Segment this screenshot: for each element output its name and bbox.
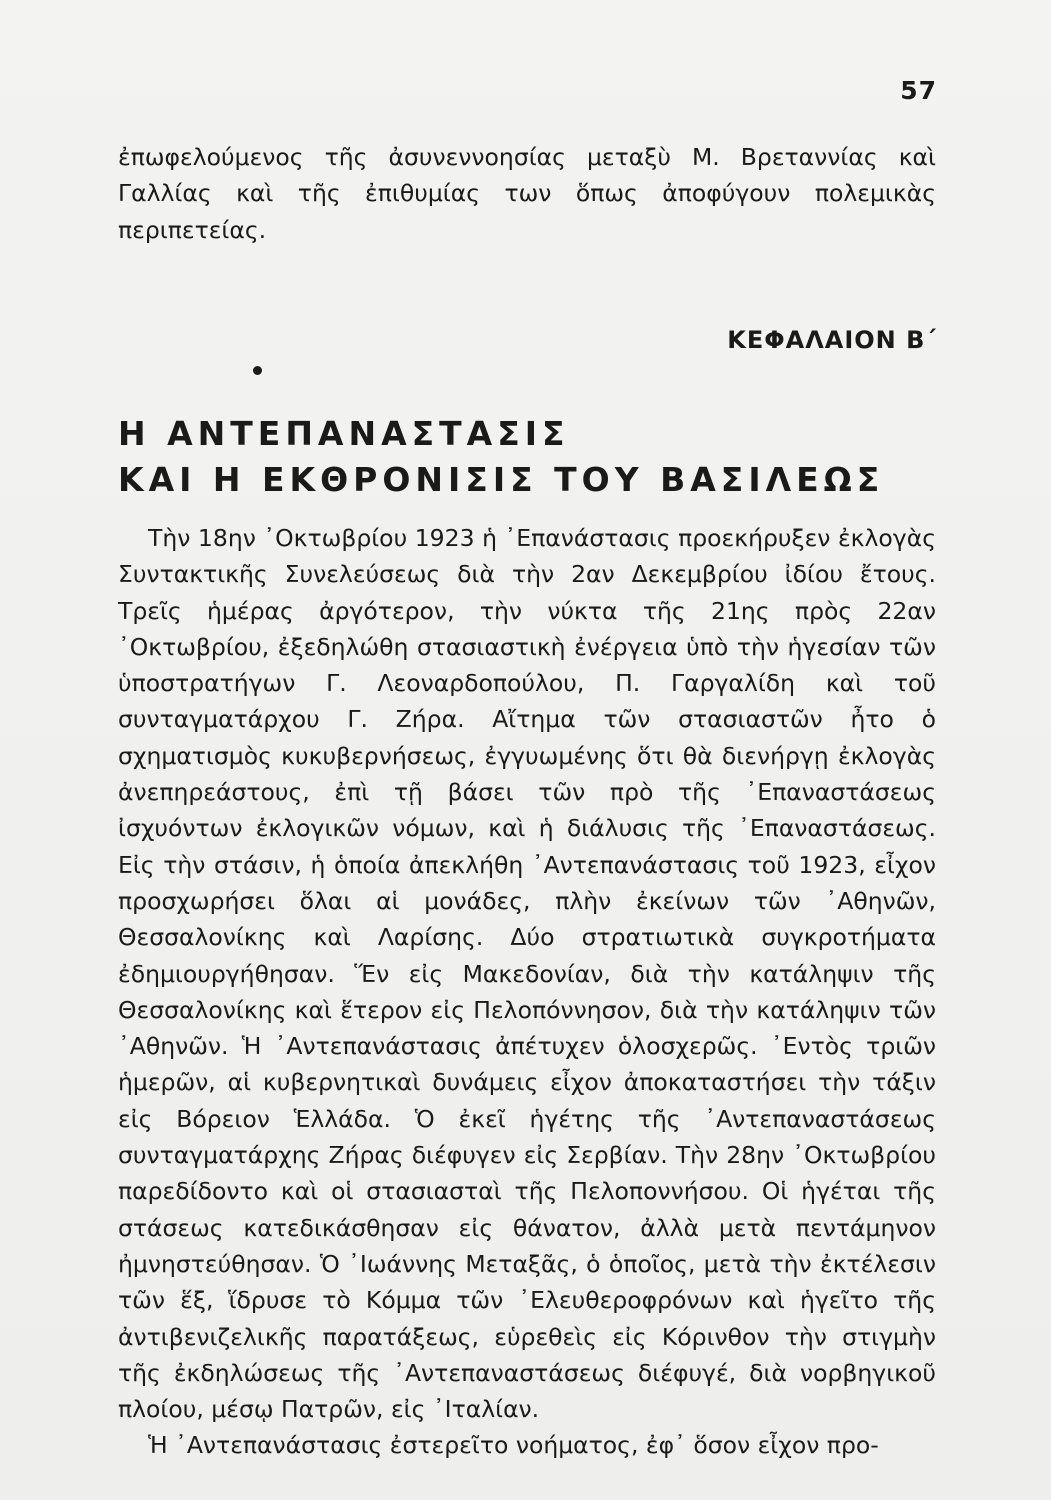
bullet-dot <box>253 366 262 375</box>
chapter-label: ΚΕΦΑΛΑΙΟΝ Β΄ <box>727 326 937 354</box>
paragraph-2: Ἡ ᾽Αντεπανάστασις ἐστερεῖτο νοήματος, ἐφ᾽ ὅσον εἶχον προ- <box>148 1431 879 1460</box>
page-number: 57 <box>900 76 937 105</box>
paragraph-1: Τὴν 18ην ᾽Οκτωβρίου 1923 ἡ ᾽Επανάστασις προεκήρυξεν ἐκλογὰς Συντακτικῆς Συνελεύσεως διὰ τὴν 2αν Δεκεμβρίου ἰδίου ἔτους. Τρεῖς ἡμέρας ἀργότερον, τὴν νύκτα τῆς 21ης πρὸς 22αν ᾽Οκτωβρίου, ἐξεδηλώθη στασιαστικὴ ἐνέργεια ὑπὸ τὴν ἡγεσίαν τῶν ὑποστρατήγων Γ. Λεοναρδοπούλου, Π. Γαργαλίδη καὶ τοῦ συνταγματάρχου Γ. Ζήρα. Αἴτημα τῶν στασιαστῶν ἦτο ὁ σχηματισμὸς κυκυβερνήσεως, ἐγγυωμένης ὅτι θὰ διενήργῃ ἐκλογὰς ἀνεπηρεάστους, ἐπὶ τῇ βάσει τῶν πρὸ τῆς ᾽Επαναστάσεως ἰσχυόντων ἐκλογικῶν νόμων, καὶ ἡ διάλυσις τῆς ᾽Επαναστάσεως. Εἰς τὴν στάσιν, ἡ ὁποία ἀπεκλήθη ᾽Αντεπανάστασις τοῦ 1923, εἶχον προσχωρήσει ὅλαι αἱ μονάδες, πλὴν ἐκείνων τῶν ᾽Αθηνῶν, Θεσσαλονίκης καὶ Λαρίσης. Δύο στρατιωτικὰ συγκροτήματα ἐδημιουργήθησαν. Ἕν εἰς Μακεδονίαν, διὰ τὴν κατάληψιν τῆς Θεσσαλονίκης καὶ ἕτερον εἰς Πελοπόννησον, διὰ τὴν κατάληψιν τῶν ᾽Αθηνῶν. Ἡ ᾽Αντεπανάστασις ἀπέτυχεν ὁλοσχερῶς. ᾽Εντὸς τριῶν ἡμερῶν, αἱ κυβερνητικαὶ δυνάμεις εἶχον ἀποκαταστήσει τὴν τάξιν εἰς Βόρειον Ἑλλάδα. Ὁ ἐκεῖ ἡγέτης τῆς ᾽Αντεπαναστάσεως συνταγματάρχης Ζήρας διέφυγεν εἰς Σερβίαν. Τὴν 28ην ᾽Οκτωβρίου παρεδίδοντο καὶ οἱ στασιασταὶ τῆς Πελοποννήσου. Οἱ ἡγέται τῆς στάσεως κατεδικάσθησαν εἰς θάνατον, ἀλλὰ μετὰ πεντάμηνον ἠμνηστεύθησαν. Ὁ ᾽Ιωάννης Μεταξᾶς, ὁ ὁποῖος, μετὰ τὴν ἐκτέλεσιν τῶν ἕξ, ἵδρυσε τὸ Κόμμα τῶν ᾽Ελευθεροφρόνων καὶ ἡγεῖτο τῆς ἀντιβενιζελικῆς παρατάξεως, εὑρεθεὶς εἰς Κόρινθον τὴν στιγμὴν τῆς ἐκδηλώσεως τῆς ᾽Αντεπαναστάσεως διέφυγέ, διὰ νορβηγικοῦ πλοίου, μέσῳ Πατρῶν, εἰς ᾽Ιταλίαν. <box>118 524 936 1424</box>
title-line-1: Η ΑΝΤΕΠΑΝΑΣΤΑΣΙΣ <box>118 414 570 453</box>
intro-paragraph: ἐπωφελούμενος τῆς ἀσυνεννοησίας μεταξὺ Μ. Βρεταννίας καὶ Γαλλίας καὶ τῆς ἐπιθυμίας των ὅπως ἀποφύγουν πολεμικὰς περιπετείας. <box>118 143 936 244</box>
title-line-2: ΚΑΙ Η ΕΚΘΡΟΝΙΣΙΣ ΤΟΥ ΒΑΣΙΛΕΩΣ <box>118 460 885 499</box>
chapter-title <box>118 411 936 503</box>
body-text <box>118 520 936 1464</box>
